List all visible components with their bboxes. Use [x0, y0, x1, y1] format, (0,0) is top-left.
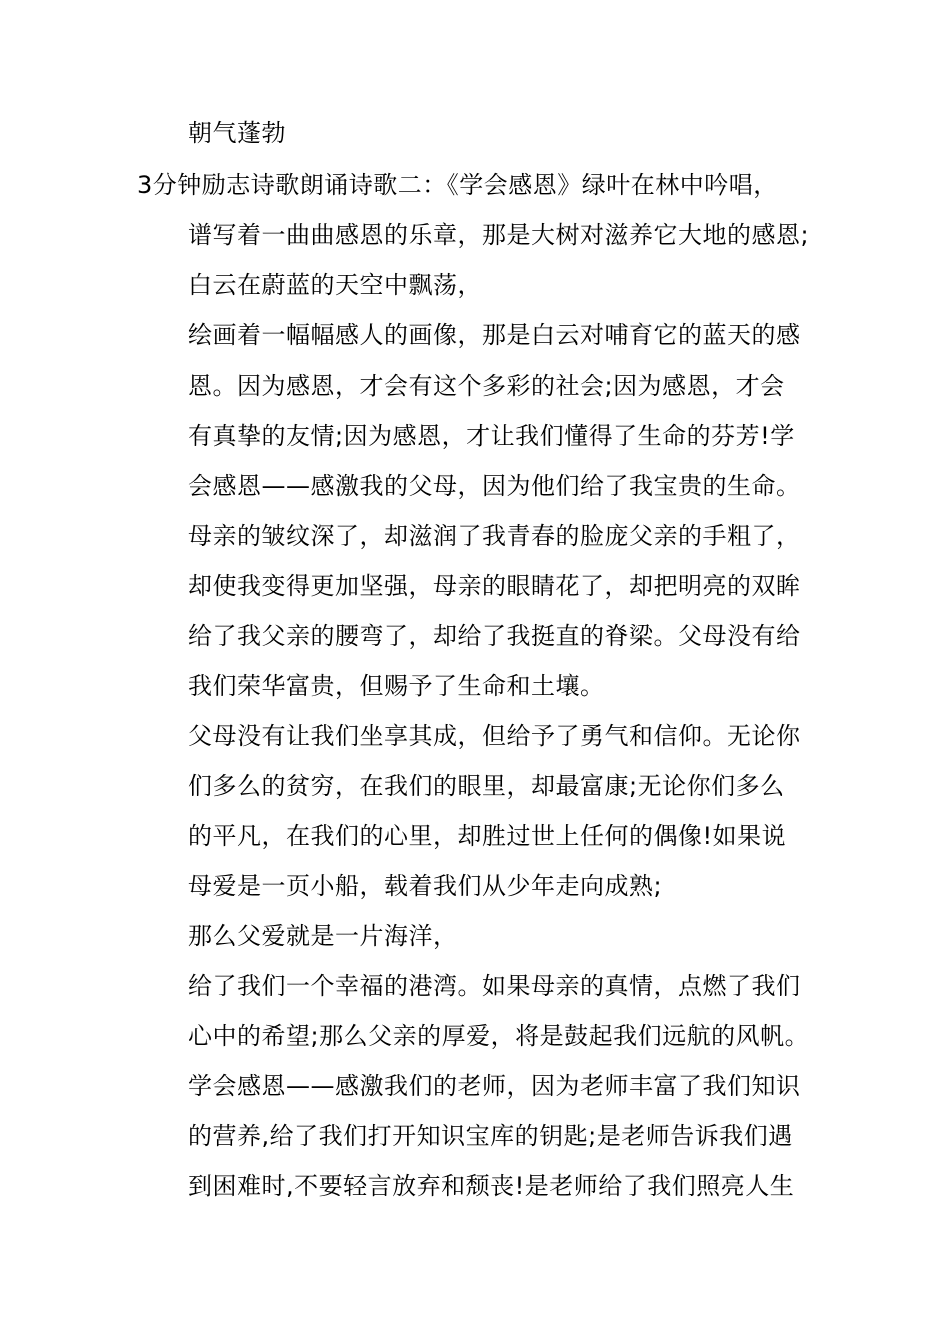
text-line: 会感恩——感激我的父母，因为他们给了我宝贵的生命。	[188, 472, 801, 500]
text-line: 那么父爱就是一片海洋，	[188, 922, 458, 950]
text-line: 有真挚的友情;因为感恩，才让我们懂得了生命的芬芳!学	[188, 422, 795, 450]
text-line: 母爱是一页小船，载着我们从少年走向成熟;	[188, 872, 663, 900]
text-line: 朝气蓬勃	[188, 119, 286, 147]
text-line: 学会感恩——感激我们的老师，因为老师丰富了我们知识	[188, 1072, 801, 1100]
text-line: 母亲的皱纹深了，却滋润了我青春的脸庞父亲的手粗了，	[188, 522, 801, 550]
text-line: 父母没有让我们坐享其成，但给予了勇气和信仰。无论你	[188, 722, 801, 750]
poem-title-line: 3分钟励志诗歌朗诵诗歌二：《学会感恩》绿叶在林中吟唱，	[137, 171, 778, 199]
text-line: 给了我父亲的腰弯了，却给了我挺直的脊梁。父母没有给	[188, 622, 801, 650]
text-line: 到困难时,不要轻言放弃和颓丧!是老师给了我们照亮人生	[188, 1172, 795, 1200]
text-line: 的平凡，在我们的心里，却胜过世上任何的偶像!如果说	[188, 822, 787, 850]
text-line: 心中的希望;那么父亲的厚爱，将是鼓起我们远航的风帆。	[188, 1022, 810, 1050]
text-line: 我们荣华富贵，但赐予了生命和土壤。	[188, 672, 605, 700]
text-line: 绘画着一幅幅感人的画像，那是白云对哺育它的蓝天的感	[188, 321, 801, 349]
text-line: 恩。因为感恩，才会有这个多彩的社会;因为感恩，才会	[188, 372, 785, 400]
text-line: 谱写着一曲曲感恩的乐章，那是大树对滋养它大地的感恩;	[188, 221, 810, 249]
text-line: 却使我变得更加坚强，母亲的眼睛花了，却把明亮的双眸	[188, 572, 801, 600]
text-line: 白云在蔚蓝的天空中飘荡，	[188, 271, 482, 299]
text-line: 们多么的贫穷，在我们的眼里，却最富康;无论你们多么	[188, 772, 785, 800]
text-line: 的营养,给了我们打开知识宝库的钥匙;是老师告诉我们遇	[188, 1122, 793, 1150]
text-line: 给了我们一个幸福的港湾。如果母亲的真情，点燃了我们	[188, 972, 801, 1000]
